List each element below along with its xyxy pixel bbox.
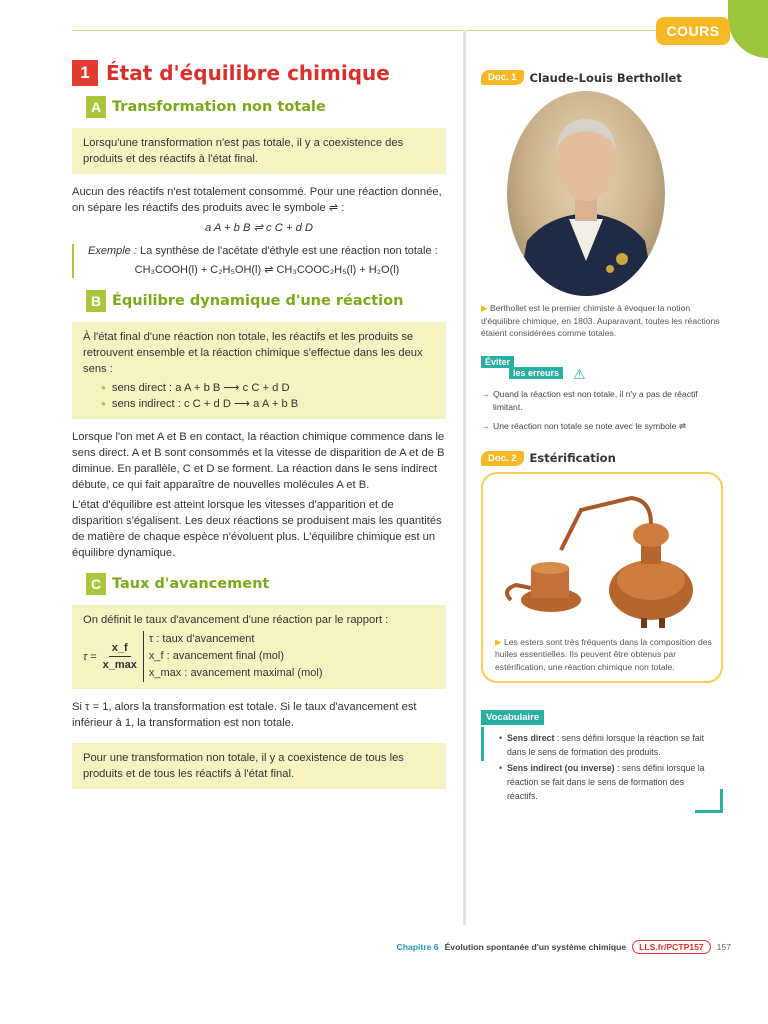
doc2-title: Estérification [529,451,616,465]
list-item: → Une réaction non totale se note avec le symbole ⇌ [481,420,723,433]
list-item: ● sens indirect : c C + d D ⟶ a A + b B [101,396,435,412]
tau-numerator: x_f [109,640,131,657]
vocab-def: : sens défini lorsque la réaction se fait dans le sens de formation des réactifs. [507,763,705,801]
copper-still-illustration [491,480,709,630]
doc1-title: Claude-Louis Berthollet [529,70,682,85]
doc1-caption [481,302,723,340]
definition-box-c [72,605,446,689]
tau-def: x_f : avancement final (mol) [148,650,284,663]
vocabulary-block [481,707,723,803]
vocab-term: Sens direct [507,733,555,743]
doc1-heading [481,70,723,85]
column-divider [463,30,466,925]
example-label: Exemple : [88,245,137,257]
subsection-b-title: Équilibre dynamique d'une réaction [112,293,404,309]
box-c-intro: On définit le taux d'avancement d'une réaction par le rapport : [83,614,389,627]
vocab-term: Sens indirect (ou inverse) [507,763,615,773]
subsection-c-title: Taux d'avancement [112,576,270,593]
doc2-frame [481,472,723,684]
doc2-caption [491,636,713,674]
subsection-a-letter: A [86,96,106,118]
tau-lhs: τ = [83,650,97,663]
page-footer [397,940,731,954]
still-image [491,480,713,630]
berthollet-portrait [507,91,665,296]
footer-chapter: Chapitre 6 [396,942,439,952]
tau-definitions [143,631,323,682]
tau-def: τ : taux d'avancement [148,633,255,646]
subsection-b-letter: B [86,290,106,312]
page-number: 157 [716,942,731,952]
example-text: La synthèse de l'acétate d'éthyle est une réaction non totale : [139,245,438,257]
doc1-caption-text: Berthollet est le premier chimiste à évoquer la notion d'équilibre chimique, en 1803. Auparavant, toutes les réactions étaient considérées comme totales. [481,303,720,338]
vocabulary-badge: Vocabulaire [481,710,544,725]
section-number: 1 [72,60,98,86]
cours-tab: COURS [656,17,730,45]
eviter-list [481,388,723,433]
eviter-label: Éviter [481,356,514,368]
doc2-heading [481,451,723,466]
side-column [481,70,723,805]
main-column [72,60,446,799]
doc2-caption-text: Les esters sont très fréquents dans la composition des huiles essentielles. Ils peuvent être obtenus par estérification, une réaction chimique non totale. [495,636,712,672]
paragraph-b1: Lorsque l'on met A et B en contact, la réaction chimique commence dans le sens direct. A et B sont consommés et la vitesse de disparition de A et de B diminue. En parallèle, C et D se forment. La réaction dans le sens indirect débute, ce qui fait apparaître de nouvelles molécules A et B. [72,431,445,492]
list-item [499,761,705,803]
list-item [499,731,705,759]
tau-def: x_max : avancement maximal (mol) [148,667,323,680]
tau-fraction [103,640,137,673]
list-item: → Quand la réaction est non totale, il n'y a pas de réactif limitant. [481,388,723,414]
paragraph-c: Si τ = 1, alors la transformation est totale. Si le taux d'avancement est inférieur à 1, la transformation est non totale. [72,701,417,730]
box-b-text: À l'état final d'une réaction non totale, les réactifs et les produits se retrouvent ensemble et la réaction chimique s'effectue dans les deux sens : [83,331,423,375]
definition-box-a: Lorsqu'une transformation n'est pas totale, il y a coexistence des produits et des réactifs à l'état final. [72,128,446,174]
list-item: ● sens direct : a A + b B ⟶ c C + d D [101,380,435,396]
subsection-a-heading [86,96,446,118]
example-equation: CH₃COOH(l) + C₂H₅OH(l) ⇌ CH₃COOC₂H₅(l) + H₂O(l) [134,263,400,276]
definition-box-b [72,322,446,419]
portrait-illustration [507,91,665,296]
general-equation: a A + b B ⇌ c C + d D [204,222,314,234]
warning-icon: ⚠ [573,365,586,382]
subsection-c-letter: C [86,573,106,595]
caption-marker-icon: ▶ [481,303,490,313]
eviter-sublabel: les erreurs [509,367,563,379]
section-heading [72,60,446,86]
doc1-badge: Doc. 1 [481,70,524,85]
tau-formula [83,631,435,682]
doc2-block [481,451,723,684]
footer-link[interactable]: LLS.fr/PCTP157 [632,940,710,954]
subsection-a-title: Transformation non totale [112,99,326,115]
paragraph-b2: L'état d'équilibre est atteint lorsque les vitesses d'apparition et de disparition s'égalisent. Les deux réactions se produisent mais les quantités de matière de chaque espèce n'évoluent plus. L'équilibre chimique est un équilibre dynamique. [72,499,442,560]
example-block [72,244,446,278]
section-title: État d'équilibre chimique [106,61,390,85]
vocab-def: : sens défini lorsque la réaction se fait dans le sens de formation des produits. [507,733,705,757]
vocabulary-list [499,731,705,803]
caption-marker-icon: ▶ [495,636,504,647]
subsection-c-heading [86,573,446,595]
doc2-badge: Doc. 2 [481,451,524,466]
subsection-b-heading [86,290,446,312]
vocabulary-corner [695,789,723,813]
eviter-heading [481,356,723,386]
direction-list [101,380,435,412]
tau-denominator: x_max [102,659,137,672]
corner-accent [728,0,768,58]
footer-title: Évolution spontanée d'un système chimique [444,942,627,952]
summary-box: Pour une transformation non totale, il y a coexistence de tous les produits et de tous les réactifs à l'état final. [72,743,446,789]
paragraph-a: Aucun des réactifs n'est totalement consommé. Pour une réaction donnée, on sépare les réactifs des produits avec le symbole ⇌ : [72,186,442,214]
vocabulary-left-rule [481,727,484,761]
top-rule [72,30,712,31]
